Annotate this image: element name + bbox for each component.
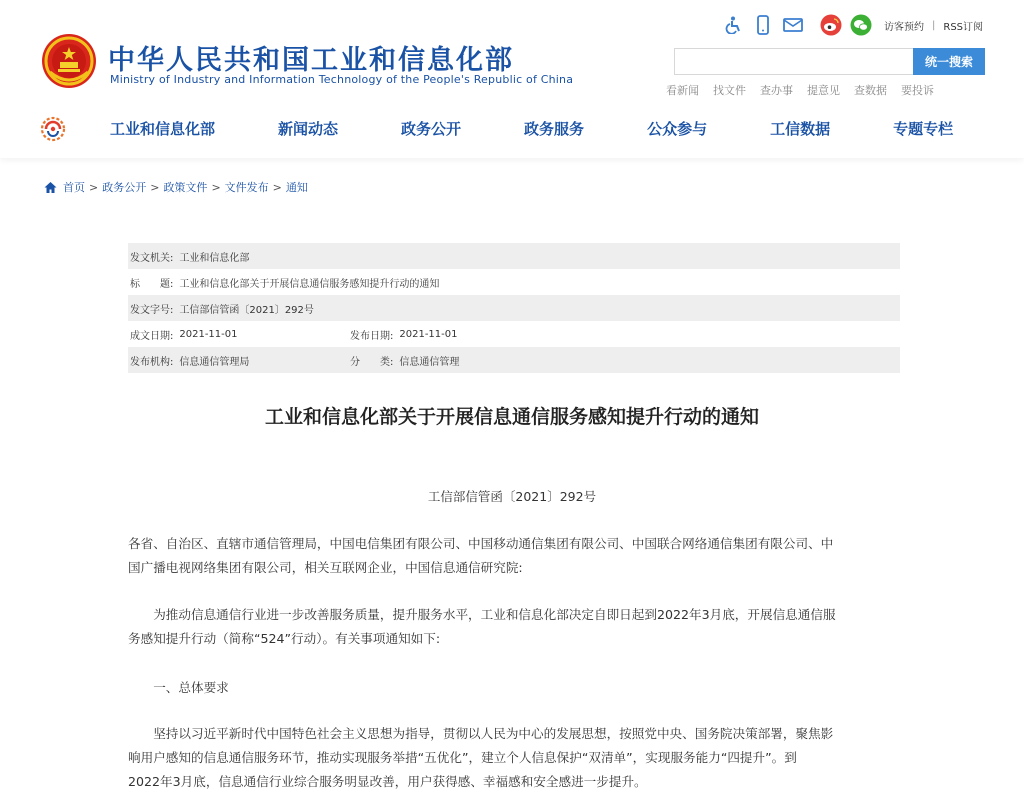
ministry-logo-icon[interactable]: [40, 116, 66, 142]
meta-label: 标 题:: [130, 278, 174, 290]
paragraph-line: 为推动信息通信行业进一步改善服务质量，提升服务水平，工业和信息化部决定自即日起到2022年3月底，开展信息通信服: [128, 607, 836, 622]
meta-value: 工业和信息化部: [179, 252, 250, 264]
breadcrumb-policy-docs[interactable]: 政策文件: [163, 181, 208, 194]
national-emblem-icon[interactable]: [40, 32, 98, 90]
meta-row-issuer: [128, 243, 900, 269]
meta-row-title: [128, 269, 900, 295]
accessibility-icon[interactable]: [722, 14, 744, 36]
meta-label: 发布日期:: [350, 330, 394, 342]
article-paragraph: [128, 532, 900, 580]
meta-label: 分 类:: [350, 356, 394, 368]
meta-value: 2021-11-01: [399, 328, 458, 340]
paragraph-line: 国广播电视网络集团有限公司，相关互联网企业，中国信息通信研究院:: [128, 560, 523, 575]
meta-value: 2021-11-01: [179, 328, 238, 340]
wechat-icon[interactable]: [850, 14, 872, 36]
breadcrumb-arrow: >: [89, 180, 99, 194]
search-button[interactable]: 统一搜索: [913, 48, 985, 75]
quick-link-data[interactable]: 查数据: [854, 84, 887, 97]
article-paragraph: [128, 722, 900, 794]
meta-value: 信息通信管理局: [179, 356, 250, 368]
meta-label: 成文日期:: [130, 330, 174, 342]
meta-label: 发文机关:: [130, 252, 174, 264]
document-meta-table: [128, 243, 900, 373]
top-links-separator: |: [932, 19, 936, 31]
quick-link-news[interactable]: 看新闻: [666, 84, 699, 97]
paragraph-line: 坚持以习近平新时代中国特色社会主义思想为指导，贯彻以人民为中心的发展思想，按照党中央、国务院决策部署，聚焦影: [128, 726, 834, 741]
breadcrumb-gov-affairs[interactable]: 政务公开: [102, 181, 147, 194]
visitor-appointment-link[interactable]: 访客预约: [884, 21, 924, 33]
mail-icon[interactable]: [782, 14, 804, 36]
quick-link-services[interactable]: 查办事: [760, 84, 793, 97]
main-nav: [110, 118, 953, 139]
site-header: [0, 0, 1024, 158]
section-heading: [128, 676, 900, 700]
home-icon[interactable]: [44, 181, 57, 194]
nav-item-gov-affairs[interactable]: 政务公开: [401, 120, 462, 138]
nav-item-news[interactable]: 新闻动态: [278, 120, 339, 138]
meta-label: 发文字号:: [130, 304, 174, 316]
article-paragraph: [128, 603, 900, 651]
meta-row-org: [128, 347, 900, 373]
top-toolbar: [722, 13, 983, 37]
breadcrumb-home[interactable]: 首页: [63, 181, 85, 194]
breadcrumb-current[interactable]: 通知: [285, 181, 308, 194]
quick-link-documents[interactable]: 找文件: [713, 84, 746, 97]
meta-label: 发布机构:: [130, 356, 174, 368]
breadcrumb-arrow: >: [150, 180, 160, 194]
paragraph-line: 一、总体要求: [128, 680, 229, 695]
meta-value: 工业和信息化部关于开展信息通信服务感知提升行动的通知: [179, 278, 440, 290]
paragraph-line: 各省、自治区、直辖市通信管理局，中国电信集团有限公司、中国移动通信集团有限公司、中国联合网络通信集团有限公司、中: [128, 536, 834, 551]
search-input[interactable]: [674, 48, 914, 75]
quick-links: [666, 82, 934, 98]
top-links: [884, 18, 983, 33]
site-subtitle: Ministry of Industry and Information Technology of the People's Republic of China: [110, 73, 574, 86]
quick-link-feedback[interactable]: 提意见: [807, 84, 840, 97]
document-number: 工信部信管函〔2021〕292号: [427, 489, 597, 504]
meta-value: 信息通信管理: [399, 356, 460, 368]
rss-link[interactable]: RSS订阅: [943, 21, 984, 33]
meta-value: 工信部信管函〔2021〕292号: [179, 304, 314, 316]
quick-link-complaint[interactable]: 要投诉: [901, 84, 934, 97]
mobile-icon[interactable]: [752, 14, 774, 36]
nav-item-ministry[interactable]: 工业和信息化部: [110, 120, 216, 138]
article-title: 工业和信息化部关于开展信息通信服务感知提升行动的通知: [264, 406, 759, 428]
weibo-icon[interactable]: [820, 14, 842, 36]
nav-item-participation[interactable]: 公众参与: [647, 120, 708, 138]
nav-item-special-topics[interactable]: 专题专栏: [893, 120, 954, 138]
breadcrumb-arrow: >: [211, 180, 221, 194]
breadcrumb-doc-release[interactable]: 文件发布: [224, 181, 269, 194]
breadcrumb-arrow: >: [272, 180, 282, 194]
nav-item-data[interactable]: 工信数据: [770, 120, 831, 138]
paragraph-line: 务感知提升行动（简称“524”行动）。有关事项通知如下:: [128, 631, 441, 646]
breadcrumb: [44, 179, 308, 195]
paragraph-line: 响用户感知的信息通信服务环节，推动实现服务举措“五优化”，建立个人信息保护“双清单”，实现服务能力“四提升”。到: [128, 750, 797, 765]
site-title[interactable]: 中华人民共和国工业和信息化部: [108, 45, 514, 76]
paragraph-line: 2022年3月底，信息通信行业综合服务明显改善，用户获得感、幸福感和安全感进一步提升。: [128, 774, 647, 789]
nav-item-gov-services[interactable]: 政务服务: [524, 120, 585, 138]
meta-row-doc-no: [128, 295, 900, 321]
meta-row-dates: [128, 321, 900, 347]
